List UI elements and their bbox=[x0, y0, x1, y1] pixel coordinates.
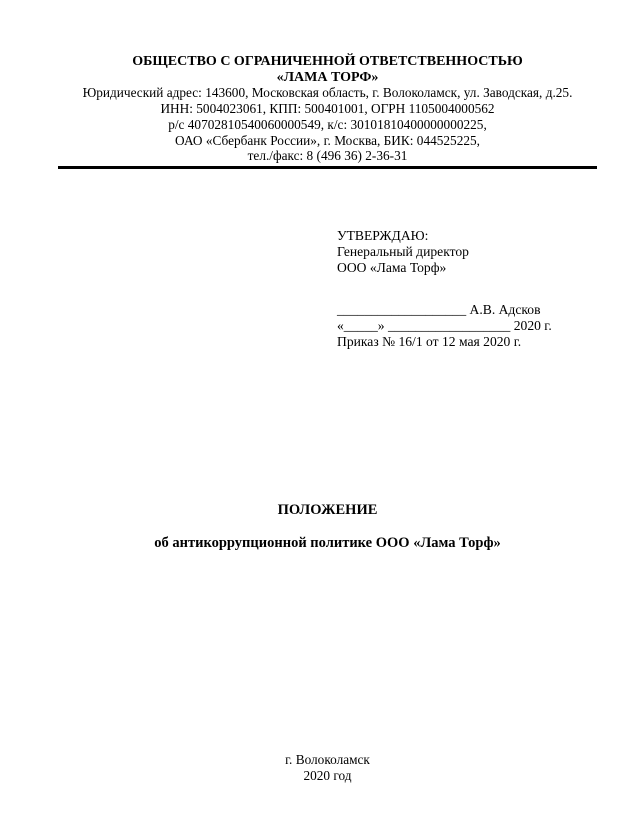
date-blank-line: «_____» __________________ 2020 г. bbox=[337, 318, 552, 334]
company-name-line1: ОБЩЕСТВО С ОГРАНИЧЕННОЙ ОТВЕТСТВЕННОСТЬЮ bbox=[132, 54, 523, 69]
footer-year: 2020 год bbox=[303, 767, 352, 783]
document-title-block bbox=[58, 502, 597, 551]
bank-accounts-line: р/с 40702810540060000549, к/с: 30101810400000000225, bbox=[168, 116, 487, 132]
approve-label: УТВЕРЖДАЮ: bbox=[337, 228, 429, 243]
phone-fax-line: тел./факс: 8 (496 36) 2-36-31 bbox=[247, 148, 408, 164]
approval-block bbox=[337, 228, 552, 351]
company-letterhead bbox=[58, 54, 597, 164]
approval-spacer bbox=[337, 276, 552, 302]
footer-block bbox=[58, 752, 597, 783]
bank-name-line: ОАО «Сбербанк России», г. Москва, БИК: 044525225, bbox=[175, 132, 480, 148]
document-subtitle: об антикоррупционной политике ООО «Лама Торф» bbox=[154, 535, 501, 551]
letterhead-divider bbox=[58, 166, 597, 169]
legal-address-line: Юридический адрес: 143600, Московская область, г. Волоколамск, ул. Заводская, д.25. bbox=[82, 85, 573, 101]
signature-line: ___________________ А.В. Адсков bbox=[337, 302, 541, 318]
approver-position: Генеральный директор bbox=[337, 244, 469, 260]
title-gap bbox=[58, 518, 597, 535]
company-name-line2: «ЛАМА ТОРФ» bbox=[276, 69, 379, 85]
order-reference-line: Приказ № 16/1 от 12 мая 2020 г. bbox=[337, 334, 522, 350]
approver-company: ООО «Лама Торф» bbox=[337, 260, 447, 276]
inn-kpp-ogrn-line: ИНН: 5004023061, КПП: 500401001, ОГРН 1105004000562 bbox=[160, 101, 495, 117]
footer-city: г. Волоколамск bbox=[285, 752, 370, 767]
document-title: ПОЛОЖЕНИЕ bbox=[277, 502, 378, 518]
